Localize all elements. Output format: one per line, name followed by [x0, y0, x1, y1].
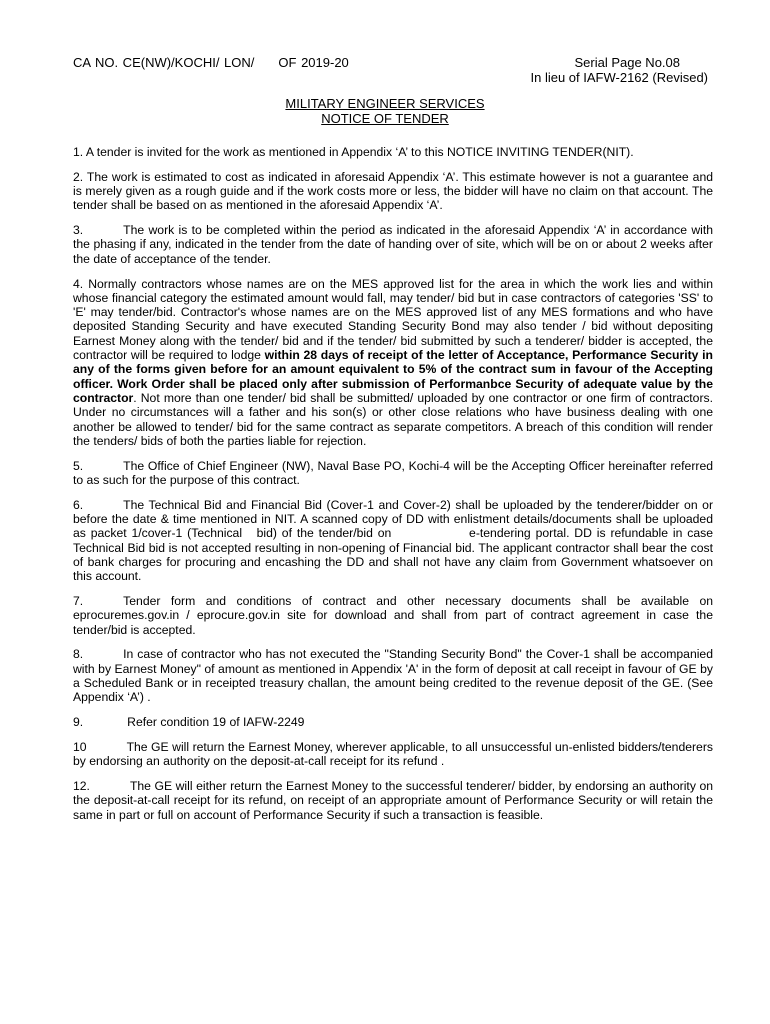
paragraph-9: [73, 715, 713, 729]
paragraph-text: The Office of Chief Engineer (NW), Naval Base PO, Kochi-4 will be the Accepting Officer hereinafter referred to as such for the purpose of this contract.: [73, 458, 713, 487]
paragraph-text: 4. Normally contractors whose names are on the MES approved list for the area in which the work lies and within whose financial category the estimated amount would fall, may tender/ bid but in case contractors of categories 'SS' to 'E' may tender/bid. Contractor's whose names are on the MES approved list of any MES formations and who have deposited Standing Security and have executed Standing Security Bond may also tender / bid without depositing Earnest Money along with the tender/ bid and if the tender/ bid submitted by such a tenderer/ bidder is accepted, the contractor will be required to lodge: [73, 276, 713, 363]
paragraph-number: 8.: [73, 647, 84, 662]
serial-page-number: Serial Page No.08: [574, 55, 680, 70]
document-title: [0, 96, 770, 126]
paragraph-text: Refer condition 19 of IAFW-2249: [127, 715, 305, 730]
title-organization: MILITARY ENGINEER SERVICES: [285, 96, 485, 111]
in-lieu-reference: In lieu of IAFW-2162 (Revised): [530, 70, 708, 85]
paragraph-number: 9.: [73, 715, 84, 730]
paragraph-12: [73, 779, 713, 822]
paragraph-text: The Technical Bid and Financial Bid (Cover-1 and Cover-2) shall be uploaded by the tenderer/bidder on or before the date & time mentioned in NIT. A scanned copy of DD with enlistment details/documents shall be uploaded as packet 1/cover-1 (Technical bid) of the tender/bid on e-tendering portal. DD is refundable in case Technical Bid bid is not accepted resulting in non-opening of Financial bid. The applicant contractor shall bear the cost of bank charges for procuring and encashing the DD and shall not have any claim from Government whatsoever on this account.: [73, 497, 717, 584]
paragraph-text: Tender form and conditions of contract and other necessary documents shall be available on eprocuremes.gov.in / eprocure.gov.in site for download and shall from part of contract agreement in case the tender/bid is accepted.: [73, 594, 713, 637]
paragraph-number: 12.: [73, 778, 90, 793]
title-notice: NOTICE OF TENDER: [321, 111, 449, 126]
document-body: [73, 145, 717, 832]
paragraph-text: The work is to be completed within the period as indicated in the aforesaid Appendix ‘A’ in accordance with the phasing if any, indicated in the tender from the date of handing over of site, which will be on or about 2 weeks after the date of acceptance of the tender.: [73, 223, 713, 266]
paragraph-number: 10: [73, 739, 87, 754]
paragraph-5: [73, 459, 713, 488]
contract-number: [73, 55, 349, 70]
paragraph-number: 3.: [73, 223, 84, 238]
paragraph-number: 6.: [73, 497, 84, 512]
paragraph-8: [73, 647, 713, 704]
page-reference: [531, 55, 709, 85]
paragraph-2: 2. The work is estimated to cost as indicated in aforesaid Appendix ‘A’. This estimate however is not a guarantee and is merely given as a rough guide and if the work costs more or less, the bidder will have no claim on that account. The tender shall be based on as mentioned in the aforesaid Appendix ‘A’.: [73, 169, 713, 213]
ca-number: CA NO. CE(NW)/KOCHI/ LON/: [73, 55, 255, 70]
paragraph-bold-text: within 28 days of receipt of the letter of Acceptance, Performance Security in any of the forms given before for an amount equivalent to 5% of the contract sum in favour of the Accepting officer. Work Order shall be placed only after submission of Performanbce Security of adequate value by the contractor: [73, 348, 713, 405]
paragraph-1: 1. A tender is invited for the work as mentioned in Appendix ‘A’ to this NOTICE INVITING TENDER(NIT).: [73, 145, 634, 159]
paragraph-3: [73, 223, 713, 266]
paragraph-number: 7.: [73, 594, 84, 609]
paragraph-number: 5.: [73, 458, 84, 473]
paragraph-6: [73, 497, 717, 584]
paragraph-7: [73, 594, 713, 637]
contract-year: OF 2019-20: [278, 55, 349, 70]
paragraph-10: [73, 740, 713, 769]
paragraph-text: The GE will return the Earnest Money, wherever applicable, to all unsuccessful un-enlisted bidders/tenderers by endorsing an authority on the deposit-at-call receipt for its refund .: [73, 739, 713, 769]
paragraph-text: The GE will either return the Earnest Money to the successful tenderer/ bidder, by endorsing an authority on the deposit-at-call receipt for its refund, on receipt of an appropriate amount of Performance Security or will retain the same in part or full on account of Performance Security if such a transaction is feasible.: [73, 778, 713, 822]
paragraph-text-continued: . Not more than one tender/ bid shall be submitted/ uploaded by one contractor or one firm of contractors. Under no circumstances will a father and his son(s) or other close relations who have business dealing with one another be allowed to tender/ bid for the same contract as separate competitors. A breach of this condition will render the tenders/ bids of both the parties liable for rejection.: [73, 390, 713, 448]
paragraph-4: [73, 277, 713, 449]
paragraph-text: In case of contractor who has not executed the "Standing Security Bond" the Cover-1 shall be accompanied with by Earnest Money" of amount as mentioned in Appendix 'A' in the form of deposit at call receipt in favour of GE by a Scheduled Bank or in receipted treasury challan, the amount being credited to the revenue deposit of the GE. (See Appendix ‘A’) .: [73, 647, 713, 705]
